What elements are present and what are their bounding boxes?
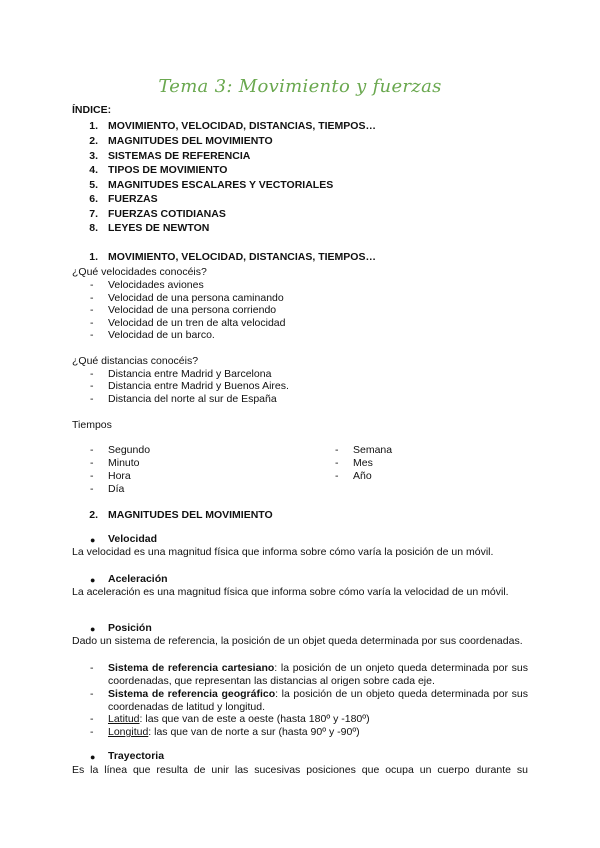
latitude-item — [108, 713, 370, 726]
list-item: Minuto — [108, 457, 140, 469]
latitude-desc: : las que van de este a oeste (hasta 180º y -180º) — [139, 713, 370, 725]
aceleracion-text: La aceleración es una magnitud física que informa sobre cómo varía la velocidad de un móvil. — [72, 586, 509, 598]
index-item-label: MAGNITUDES ESCALARES Y VECTORIALES — [108, 179, 334, 191]
index-item-number: 3. — [89, 150, 98, 162]
dash-bullet: - — [90, 483, 94, 495]
index-item-label: FUERZAS — [108, 193, 158, 205]
dash-bullet: - — [90, 470, 94, 482]
geographic-term: Sistema de referencia geográfico — [108, 688, 276, 700]
dash-bullet: - — [90, 329, 94, 341]
list-item: Año — [353, 470, 372, 482]
dash-bullet: - — [90, 292, 94, 304]
dash-bullet: - — [90, 380, 94, 392]
dash-bullet: - — [90, 317, 94, 329]
longitude-item — [108, 726, 360, 739]
geographic-desc: : la posición de un objeto queda determinada por sus coordenadas de latitud y longitud. — [108, 688, 529, 713]
dash-bullet: - — [335, 444, 339, 456]
section1-heading: MOVIMIENTO, VELOCIDAD, DISTANCIAS, TIEMPOS… — [108, 251, 376, 263]
latitude-term: Latitud — [108, 713, 140, 725]
dash-bullet: - — [90, 368, 94, 380]
list-item: Semana — [353, 444, 393, 456]
index-item-label: FUERZAS COTIDIANAS — [108, 208, 226, 220]
dash-bullet: - — [90, 713, 94, 725]
index-item-number: 5. — [89, 179, 98, 191]
list-item: Distancia entre Madrid y Barcelona — [108, 368, 272, 380]
times-label: Tiempos — [72, 419, 112, 431]
longitude-term: Longitud — [108, 726, 149, 738]
velocidad-text: La velocidad es una magnitud física que informa sobre cómo varía la posición de un móvil. — [72, 546, 494, 558]
index-item-label: TIPOS DE MOVIMIENTO — [108, 164, 228, 176]
index-item-number: 1. — [89, 120, 98, 132]
dash-bullet: - — [90, 726, 94, 738]
dash-bullet: - — [90, 457, 94, 469]
list-item: Velocidades aviones — [108, 279, 204, 291]
index-item-number: 4. — [89, 164, 98, 176]
index-item-number: 6. — [89, 193, 98, 205]
cartesian-item — [108, 662, 528, 688]
index-item-label: MAGNITUDES DEL MOVIMIENTO — [108, 135, 273, 147]
list-item: Velocidad de un tren de alta velocidad — [108, 317, 286, 329]
list-item: Segundo — [108, 444, 151, 456]
cartesian-desc: : la posición de un onjeto queda determinada por sus coordenadas, que representan las distancias al origen sobre cada eje. — [108, 662, 528, 687]
list-item: Velocidad de una persona caminando — [108, 292, 284, 304]
dash-bullet: - — [335, 470, 339, 482]
geographic-item — [108, 688, 528, 714]
dash-bullet: - — [90, 444, 94, 456]
list-item: Día — [108, 483, 125, 495]
dash-bullet: - — [90, 688, 94, 700]
index-item-number: 8. — [89, 222, 98, 234]
bullet-icon: ● — [90, 624, 96, 634]
document-title: Tema 3: Movimiento y fuerzas — [158, 76, 442, 97]
index-heading: ÍNDICE: — [72, 104, 112, 116]
bullet-icon: ● — [90, 575, 96, 585]
velocidad-title: Velocidad — [108, 533, 158, 545]
list-item: Distancia del norte al sur de España — [108, 393, 277, 405]
posicion-text: Dado un sistema de referencia, la posición de un objet queda determinada por sus coordenadas. — [72, 635, 523, 647]
dash-bullet: - — [90, 393, 94, 405]
bullet-icon: ● — [90, 535, 96, 545]
dash-bullet: - — [90, 304, 94, 316]
bullet-icon: ● — [90, 752, 96, 762]
list-item: Velocidad de un barco. — [108, 329, 215, 341]
index-item-label: SISTEMAS DE REFERENCIA — [108, 150, 251, 162]
section2-heading: MAGNITUDES DEL MOVIMIENTO — [108, 509, 273, 521]
trayectoria-title: Trayectoria — [108, 750, 165, 762]
longitude-desc: : las que van de norte a sur (hasta 90º y -90º) — [148, 726, 360, 738]
cartesian-term: Sistema de referencia cartesiano — [108, 662, 275, 674]
distances-question: ¿Qué distancias conocéis? — [72, 355, 199, 367]
posicion-title: Posición — [108, 622, 152, 634]
dash-bullet: - — [90, 662, 94, 674]
index-item-label: MOVIMIENTO, VELOCIDAD, DISTANCIAS, TIEMPOS… — [108, 120, 376, 132]
index-item-label: LEYES DE NEWTON — [108, 222, 210, 234]
list-item: Distancia entre Madrid y Buenos Aires. — [108, 380, 289, 392]
index-item-number: 7. — [89, 208, 98, 220]
index-item-number: 2. — [89, 135, 98, 147]
list-item: Hora — [108, 470, 131, 482]
list-item: Velocidad de una persona corriendo — [108, 304, 277, 316]
dash-bullet: - — [335, 457, 339, 469]
section2-number: 2. — [89, 509, 98, 521]
velocities-question: ¿Qué velocidades conocéis? — [72, 266, 207, 278]
aceleracion-title: Aceleración — [108, 573, 168, 585]
dash-bullet: - — [90, 279, 94, 291]
trayectoria-text: Es la línea que resulta de unir las sucesivas posiciones que ocupa un cuerpo durante su — [72, 764, 528, 776]
section1-number: 1. — [89, 251, 98, 263]
list-item: Mes — [353, 457, 373, 469]
